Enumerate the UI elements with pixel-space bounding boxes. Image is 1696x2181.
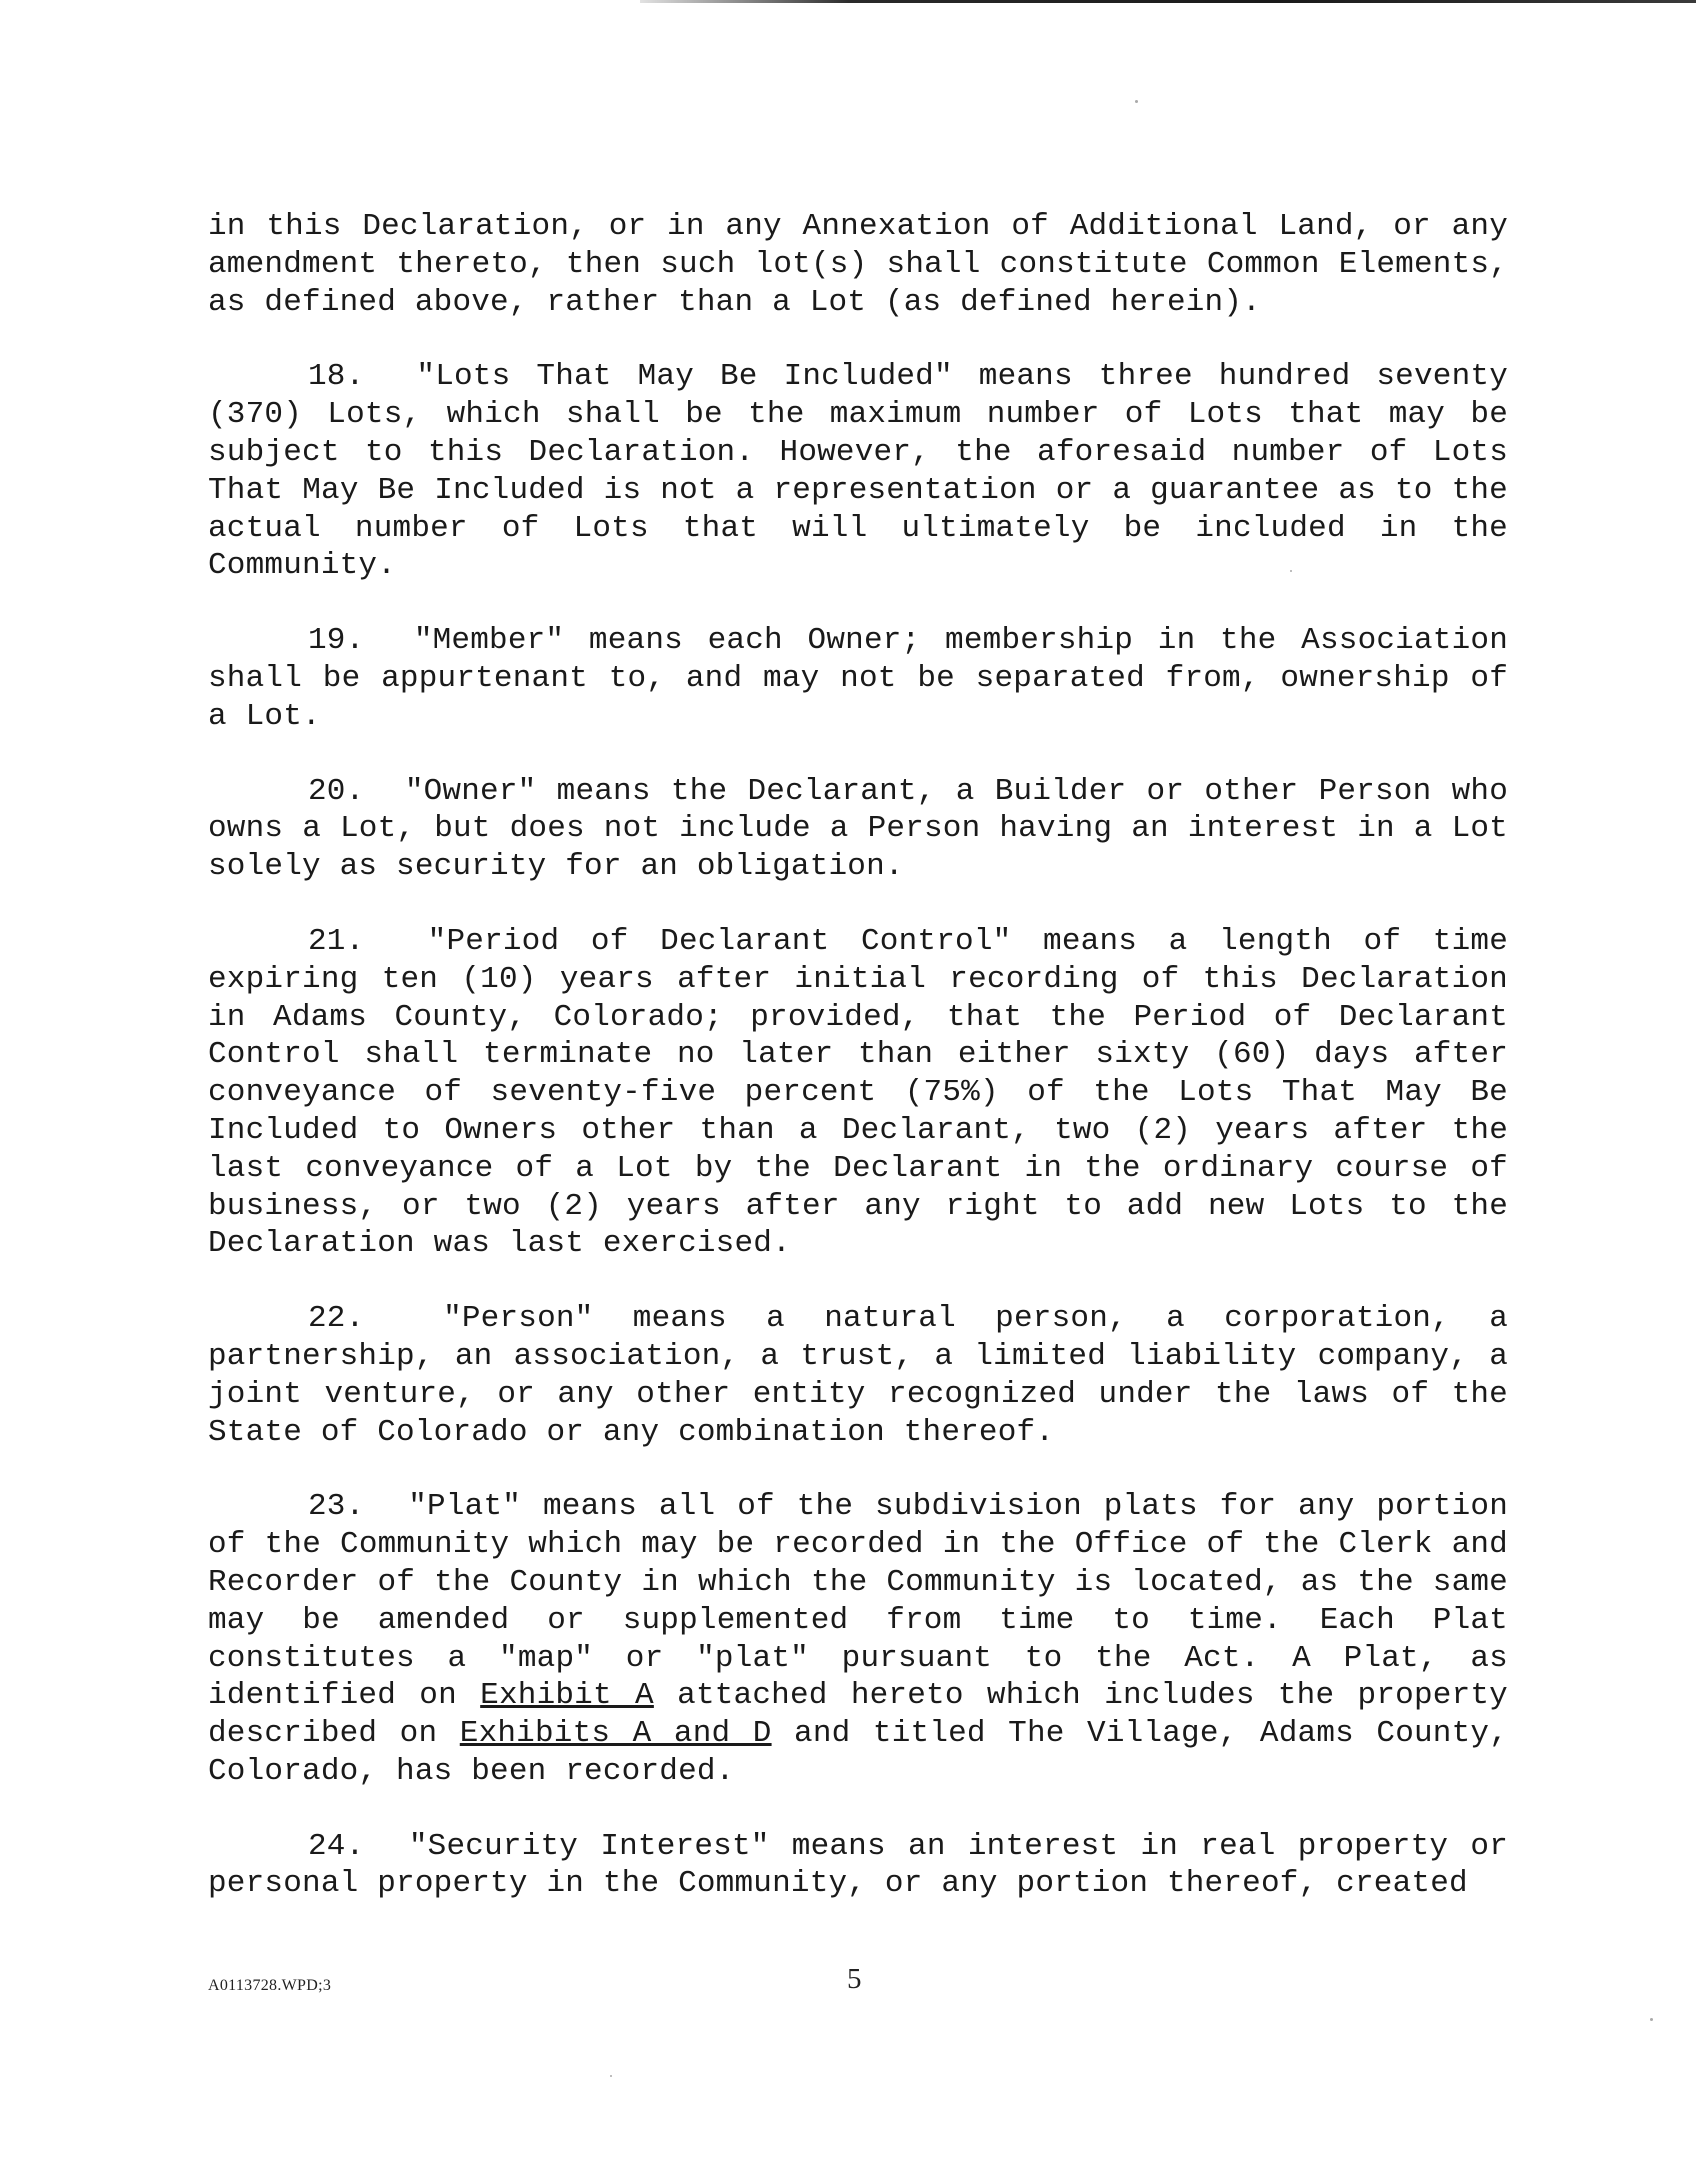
definition-number: 20. [308, 773, 365, 809]
scan-speck [1135, 100, 1138, 103]
definition-text: "Security Interest" means an interest in real property or personal property in the Community, or any portion thereof, created [208, 1828, 1508, 1902]
definition-text: "Owner" means the Declarant, a Builder or other Person who owns a Lot, but does not include a Person having an interest in a Lot solely as security for an obligation. [208, 773, 1508, 885]
definition-number: 22. [308, 1301, 365, 1337]
exhibits-a-d-reference: Exhibits A and D [459, 1716, 772, 1752]
paragraph-continuation [208, 208, 1508, 321]
definition-text: "Person" means a natural person, a corporation, a partnership, an association, a trust, a limited liability company, a joint venture, or any other entity recognized under the laws of the State of Colorado or any combination thereof. [208, 1301, 1508, 1450]
definition-number: 21. [308, 923, 365, 959]
definition-22 [208, 1300, 1508, 1451]
page-number: 5 [847, 1963, 862, 1995]
definition-21 [208, 923, 1508, 1263]
exhibit-a-reference: Exhibit A [480, 1678, 654, 1714]
scan-speck [1290, 570, 1292, 572]
paragraph-text: in this Declaration, or in any Annexation of Additional Land, or any amendment thereto, then such lot(s) shall constitute Common Elements, as defined above, rather than a Lot (as defined herein). [208, 209, 1508, 320]
scan-speck [1650, 2018, 1653, 2021]
definition-20 [208, 773, 1508, 886]
document-id: A0113728.WPD;3 [208, 1977, 332, 1994]
document-body [208, 208, 1508, 1940]
definition-24 [208, 1828, 1508, 1904]
definition-text: attached hereto which includes the property described on [208, 1678, 1508, 1752]
definition-19 [208, 622, 1508, 735]
definition-text: "Plat" means all of the subdivision plats for any portion of the Community which may be recorded in the Office of the Clerk and Recorder of the County in which the Community is located, as the same may be amended or supplemented from time to time. Each Plat constitutes a "map" or "plat" pursuant to the Act. A Plat, as identified on [208, 1489, 1508, 1714]
definition-text: and titled The Village, Adams County, Colorado, has been recorded. [208, 1716, 1509, 1789]
definition-text: "Lots That May Be Included" means three hundred seventy (370) Lots, which shall be the maximum number of Lots that may be subject to this Declaration. However, the aforesaid number of Lots That May Be Included is not a representation or a guarantee as to the actual number of Lots that will ultimately be included in the Community. [208, 359, 1508, 584]
definition-number: 23. [308, 1489, 365, 1525]
definition-number: 18. [308, 359, 365, 395]
definition-text: "Member" means each Owner; membership in the Association shall be appurtenant to, and may not be separated from, ownership of a Lot. [208, 623, 1508, 734]
scan-speck [610, 2075, 612, 2077]
definition-text: "Period of Declarant Control" means a length of time expiring ten (10) years after initial recording of this Declaration in Adams County, Colorado; provided, that the Period of Declarant Control shall terminate no later than either sixty (60) days after conveyance of seventy-five percent (75%) of the Lots That May Be Included to Owners other than a Declarant, two (2) years after the last conveyance of a Lot by the Declarant in the ordinary course of business, or two (2) years after any right to add new Lots to the Declaration was last exercised. [208, 923, 1508, 1262]
definition-number: 19. [308, 623, 365, 659]
scan-edge-line [640, 0, 1696, 3]
definition-23 [208, 1488, 1508, 1790]
definition-18 [208, 358, 1508, 585]
definition-number: 24. [308, 1828, 365, 1864]
